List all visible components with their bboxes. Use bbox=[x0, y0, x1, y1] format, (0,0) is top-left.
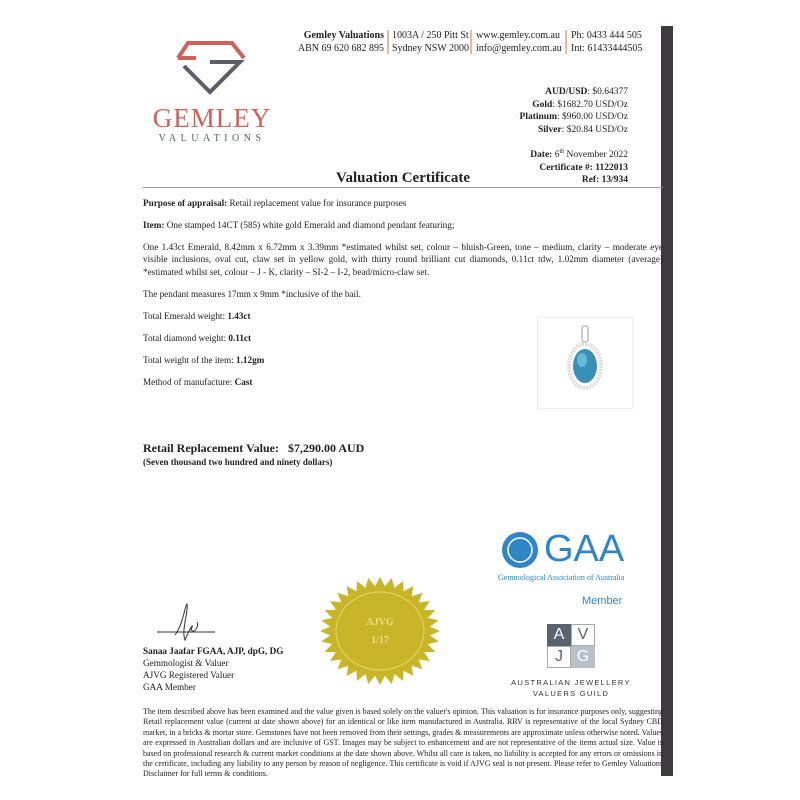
page-title: Valuation Certificate bbox=[335, 170, 470, 186]
ajvg-line: AUSTRALIAN JEWELLERY bbox=[511, 678, 631, 687]
logo-sub: VALUATIONS bbox=[158, 133, 266, 144]
email-link[interactable]: info@gemley.com.au bbox=[476, 43, 562, 54]
gaa-member: Member bbox=[582, 595, 623, 607]
title-rule bbox=[143, 187, 663, 188]
value: Cast bbox=[234, 377, 253, 387]
intl-phone: Int: 61433444505 bbox=[571, 43, 643, 54]
label: Total Emerald weight: bbox=[143, 311, 226, 321]
value: 1.43ct bbox=[227, 311, 251, 321]
ajvg-line: VALUERS GUILD bbox=[532, 689, 610, 698]
logo-name: GEMLEY bbox=[152, 103, 272, 133]
gaa-emblem-icon bbox=[500, 530, 540, 570]
purpose-label: Purpose of appraisal: bbox=[143, 198, 228, 208]
date-day: 6 bbox=[554, 150, 560, 161]
rate-label: Gold bbox=[532, 99, 553, 110]
valuer-title: AJVG Registered Valuer bbox=[143, 670, 235, 680]
date-label: Date: bbox=[530, 150, 553, 161]
value-amount: $7,290.00 AUD bbox=[287, 441, 365, 455]
ajvg-letter: J bbox=[547, 646, 571, 668]
value-line bbox=[143, 441, 364, 456]
website-link[interactable]: www.gemley.com.au bbox=[476, 30, 560, 41]
company-name: Gemley Valuations bbox=[303, 30, 384, 41]
svg-text:AJVG: AJVG bbox=[366, 617, 394, 628]
ajvg-letter: G bbox=[571, 646, 595, 668]
valuer-name: Sanaa Jaafar FGAA, AJP, dpG, DG bbox=[143, 646, 284, 656]
separator bbox=[387, 30, 389, 54]
phone bbox=[571, 29, 642, 55]
separator bbox=[470, 30, 472, 54]
ajvg-seal bbox=[315, 575, 445, 692]
ajvg-letter: A bbox=[547, 624, 571, 646]
rate-label: AUD/USD bbox=[545, 87, 588, 97]
phone-number: Ph: 0433 444 505 bbox=[571, 30, 642, 41]
company-abn: ABN 69 620 682 895 bbox=[297, 43, 384, 54]
value: 0.11ct bbox=[228, 333, 252, 343]
signature-icon bbox=[155, 600, 225, 645]
valuer-title: Gemmologist & Valuer bbox=[143, 658, 229, 668]
rate-label: Silver bbox=[538, 124, 562, 135]
value-label: Retail Replacement Value: bbox=[143, 441, 279, 455]
label: Total diamond weight: bbox=[143, 333, 227, 343]
label: Method of manufacture: bbox=[143, 377, 233, 387]
item bbox=[143, 219, 663, 231]
rate-label: Platinum bbox=[519, 112, 557, 122]
rate-value: : $0.64377 bbox=[587, 87, 628, 97]
label: Total weight of the item: bbox=[143, 355, 234, 365]
item-value: One stamped 14CT (585) white gold Emerald and diamond pendant featuring; bbox=[166, 220, 455, 230]
date-sup: th bbox=[559, 149, 565, 155]
gold-seal-icon bbox=[315, 575, 445, 687]
purpose bbox=[143, 197, 663, 209]
address-line: 1003A / 250 Pitt St bbox=[392, 30, 469, 41]
value: 1.12gm bbox=[236, 355, 265, 365]
diamond-logo-icon bbox=[170, 40, 250, 95]
ref-label: Ref: bbox=[581, 175, 600, 186]
address bbox=[392, 29, 469, 55]
ajvg-text bbox=[505, 677, 637, 699]
date-value: November 2022 bbox=[566, 150, 628, 161]
company-info bbox=[296, 29, 384, 55]
gemley-logo bbox=[170, 40, 250, 100]
value-words: (Seven thousand two hundred and ninety dollars) bbox=[143, 457, 333, 467]
measures: The pendant measures 17mm x 9mm *inclusive of the bail. bbox=[143, 289, 361, 299]
ajvg-logo bbox=[547, 624, 595, 668]
pendant-photo bbox=[537, 317, 633, 409]
cert-number: 1122013 bbox=[595, 162, 628, 173]
ref-number: 13/934 bbox=[601, 175, 628, 186]
web-contact bbox=[476, 29, 562, 55]
rate-value: : $20.84 USD/Oz bbox=[561, 124, 628, 135]
item-label: Item: bbox=[143, 220, 165, 230]
purpose-value: Retail replacement value for insurance purposes bbox=[229, 198, 407, 208]
svg-text:1/17: 1/17 bbox=[371, 635, 389, 646]
signature bbox=[155, 600, 225, 650]
description: One 1.43ct Emerald, 8.42mm x 6.72mm x 3.39mm *estimated whilst set, colour – bluish-Green, tone – medium, clarity – moderate eye visible inclusions, oval cut, claw set in yellow gold, with thirty round brilliant cut diamonds, 0.11ct tdw, 1.02mm diameter (average) *estimated whilst set, colour – J - K, clarity – SI-2 – I-2, bead/micro-claw set. bbox=[143, 242, 663, 277]
rate-value: : $1682.70 USD/Oz bbox=[552, 99, 628, 110]
separator bbox=[565, 30, 567, 54]
gaa-letters: GAA bbox=[544, 528, 625, 570]
gaa-subtitle: Gemmological Association of Australia bbox=[498, 573, 625, 582]
valuer-title: GAA Member bbox=[143, 682, 196, 692]
pendant-image bbox=[538, 318, 632, 408]
disclaimer: The item described above has been examined and the value given is based solely on the valuer's opinion. This valuation is for insurance purposes only, suggesting Retail replacement value (current at date shown above) for an identical or like item manufactured in Australia. RRV is representative of the local Sydney CBD market, in a bricks & mortar store. Gemstones have not been removed from their settings, grades & measurements are approximate unless otherwise noted. Values are expressed in Australian dollars and are inclusive of GST. Images may be subject to enhancement and are not representative of the items actual size. Value is based on professional research & current market conditions at the date shown above. Whilst all care is taken, no liability is accepted for any errors or omissions in the certificate, including any liability to any person by reason of negligence. This certificate is void if AJVG seal is not present. Please refer to Gemley Valuations Disclaimer for full terms & conditions. bbox=[143, 707, 663, 779]
rate-value: : $960.00 USD/Oz bbox=[557, 112, 628, 122]
ajvg-letter: V bbox=[571, 624, 595, 646]
gaa-logo bbox=[500, 530, 540, 575]
address-line: Sydney NSW 2000 bbox=[392, 43, 470, 54]
cert-label: Certificate #: bbox=[539, 162, 593, 173]
